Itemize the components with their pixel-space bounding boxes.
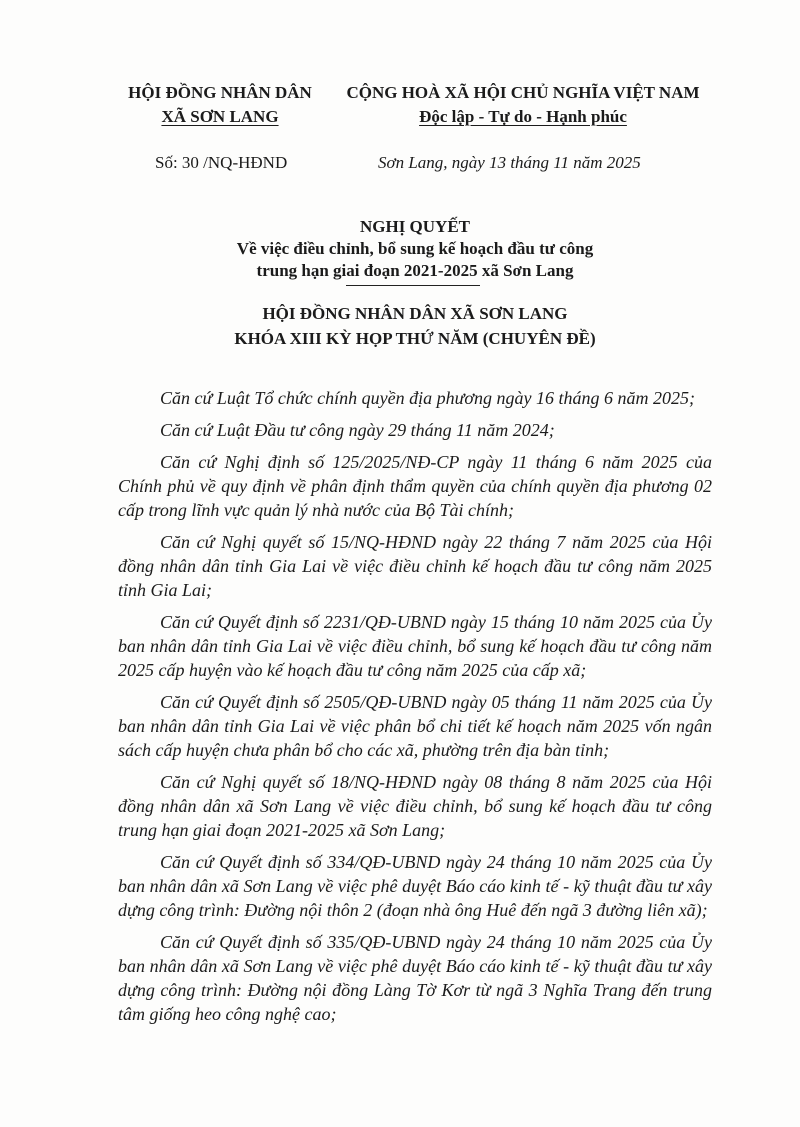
legal-basis-item: Căn cứ Quyết định số 2505/QĐ-UBND ngày 05 tháng 11 năm 2025 của Ủy ban nhân dân tỉnh Gia Lai về việc phân bổ chi tiết kế hoạch năm 2025 vốn ngân sách cấp huyện chưa phân bổ cho các xã, phường trên địa bàn tỉnh;: [118, 692, 712, 760]
legal-bases: [118, 386, 712, 1034]
document-title-block: [215, 216, 615, 282]
legal-basis-item: Căn cứ Luật Tổ chức chính quyền địa phương ngày 16 tháng 6 năm 2025;: [160, 388, 696, 408]
legal-basis-item: Căn cứ Quyết định số 334/QĐ-UBND ngày 24 tháng 10 năm 2025 của Ủy ban nhân dân xã Sơn Lang về việc phê duyệt Báo cáo kinh tế - kỹ thuật đầu tư xây dựng công trình: Đường nội thôn 2 (đoạn nhà ông Huê đến ngã 3 đường liên xã);: [118, 852, 712, 920]
document-title: NGHỊ QUYẾT: [359, 217, 471, 236]
document-subtitle-line-1: Về việc điều chỉnh, bổ sung kế hoạch đầu tư công: [236, 239, 594, 258]
place-and-date: Sơn Lang, ngày 13 tháng 11 năm 2025: [378, 153, 641, 172]
council-session: KHÓA XIII KỲ HỌP THỨ NĂM (CHUYÊN ĐỀ): [234, 329, 596, 348]
issuing-body-header: [120, 81, 320, 129]
legal-basis-item: Căn cứ Quyết định số 335/QĐ-UBND ngày 24 tháng 10 năm 2025 của Ủy ban nhân dân xã Sơn Lang về việc phê duyệt Báo cáo kinh tế - kỹ thuật đầu tư xây dựng công trình: Đường nội đồng Làng Tờ Kơr từ ngã 3 Nghĩa Trang đến trung tâm giống heo công nghệ cao;: [118, 932, 712, 1024]
legal-basis-item: Căn cứ Nghị định số 125/2025/NĐ-CP ngày 11 tháng 6 năm 2025 của Chính phủ về quy định về phân định thẩm quyền của chính quyền địa phương 02 cấp trong lĩnh vực quản lý nhà nước của Bộ Tài chính;: [118, 452, 712, 520]
council-issuer-block: [215, 301, 615, 351]
country-name: CỘNG HOÀ XÃ HỘI CHỦ NGHĨA VIỆT NAM: [346, 83, 700, 102]
national-motto-header: [323, 81, 723, 129]
legal-basis-item: Căn cứ Nghị quyết số 18/NQ-HĐND ngày 08 tháng 8 năm 2025 của Hội đồng nhân dân xã Sơn Lang về việc điều chỉnh, bổ sung kế hoạch đầu tư công trung hạn giai đoạn 2021-2025 xã Sơn Lang;: [118, 772, 712, 840]
document-subtitle-line-2: trung hạn giai đoạn 2021-2025 xã Sơn Lang: [256, 261, 574, 280]
legal-basis-item: Căn cứ Nghị quyết số 15/NQ-HĐND ngày 22 tháng 7 năm 2025 của Hội đồng nhân dân tỉnh Gia Lai về việc điều chỉnh kế hoạch đầu tư công năm 2025 tỉnh Gia Lai;: [118, 532, 712, 600]
title-divider: [346, 285, 480, 286]
council-name: HỘI ĐỒNG NHÂN DÂN XÃ SƠN LANG: [262, 304, 568, 323]
document-number: Số: 30 /NQ-HĐND: [155, 153, 288, 172]
issuing-body-name: HỘI ĐỒNG NHÂN DÂN: [128, 83, 312, 102]
issuing-body-commune: XÃ SƠN LANG: [161, 107, 279, 126]
national-motto: Độc lập - Tự do - Hạnh phúc: [419, 107, 627, 126]
legal-basis-item: Căn cứ Luật Đầu tư công ngày 29 tháng 11 năm 2024;: [160, 420, 555, 440]
legal-basis-item: Căn cứ Quyết định số 2231/QĐ-UBND ngày 15 tháng 10 năm 2025 của Ủy ban nhân dân tỉnh Gia Lai về việc điều chỉnh, bổ sung kế hoạch đầu tư công năm 2025 cấp huyện vào kế hoạch đầu tư công năm 2025 của cấp xã;: [118, 612, 712, 680]
